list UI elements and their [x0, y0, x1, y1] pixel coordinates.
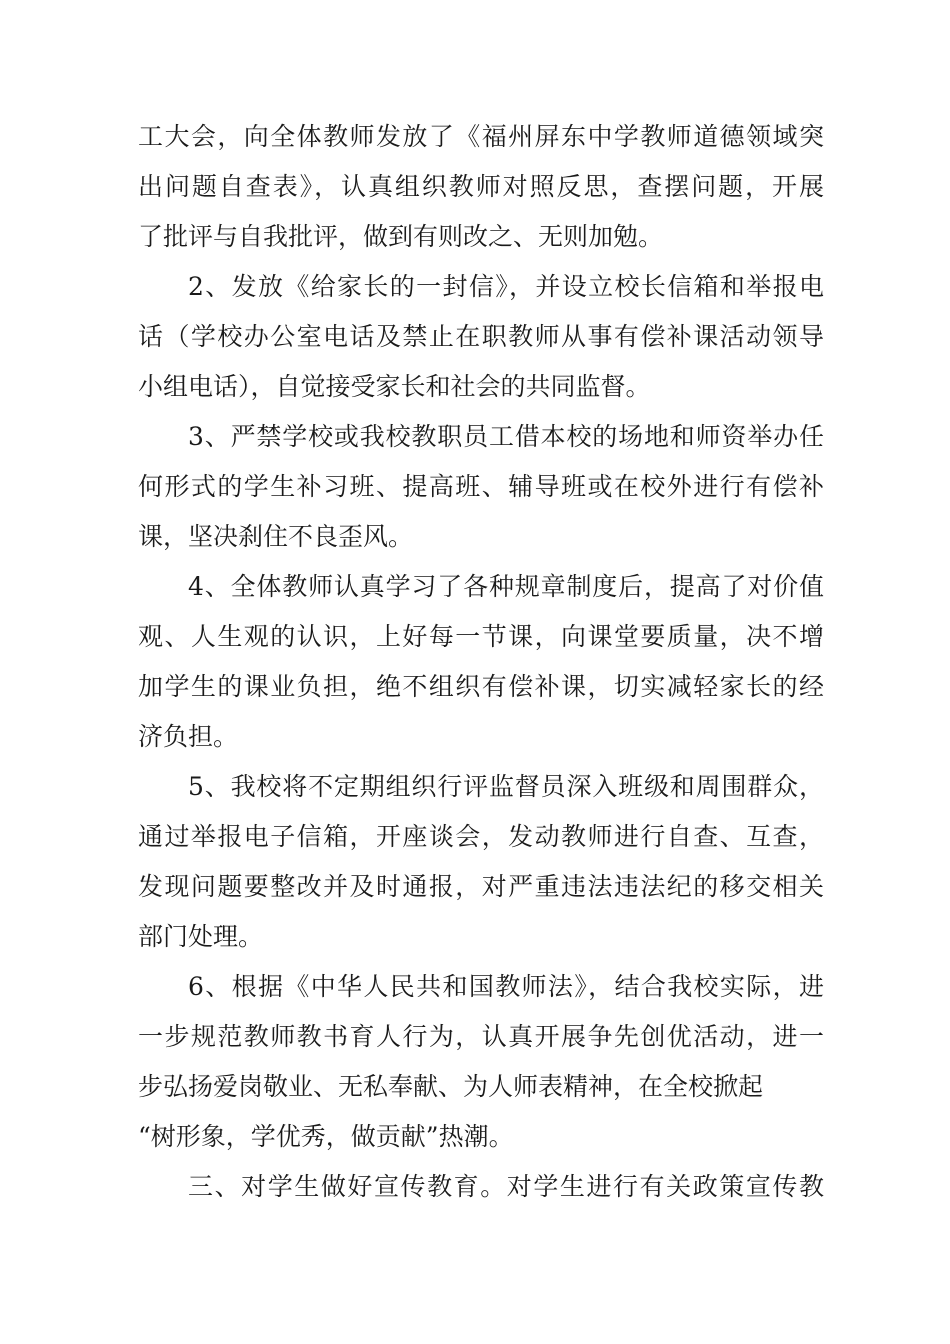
text-line: 小组电话），自觉接受家长和社会的共同监督。 [138, 372, 651, 401]
text-line: 了批评与自我批评，做到有则改之、无则加勉。 [138, 222, 664, 251]
text-line: 济负担。 [138, 722, 239, 751]
text-line: 5、我校将不定期组织行评监督员深入班级和周围群众， [188, 772, 824, 801]
text-line: 话（学校办公室电话及禁止在职教师从事有偿补课活动领导 [138, 322, 824, 351]
section-heading-paragraph [138, 1162, 824, 1212]
text-line: “树形象，学优秀，做贡献”热潮。 [138, 1122, 514, 1151]
text-line: 2、发放《给家长的一封信》，并设立校长信箱和举报电 [188, 272, 824, 301]
text-line: 3、严禁学校或我校教职员工借本校的场地和师资举办任 [188, 422, 824, 451]
paragraph-item-3 [138, 412, 824, 562]
text-line: 课，坚决刹住不良歪风。 [138, 522, 414, 551]
text-line: 何形式的学生补习班、提高班、辅导班或在校外进行有偿补 [138, 472, 824, 501]
document-body [138, 112, 824, 1212]
text-line: 工大会，向全体教师发放了《福州屏东中学教师道德领域突 [138, 122, 824, 151]
text-line: 三、对学生做好宣传教育。对学生进行有关政策宣传教 [188, 1172, 824, 1201]
paragraph-item-5 [138, 762, 824, 962]
text-line: 出问题自查表》，认真组织教师对照反思，查摆问题，开展 [138, 172, 824, 201]
paragraph-item-2 [138, 262, 824, 412]
text-line: 观、人生观的认识，上好每一节课，向课堂要质量，决不增 [138, 622, 824, 651]
text-line: 加学生的课业负担，绝不组织有偿补课，切实减轻家长的经 [138, 672, 824, 701]
text-line: 部门处理。 [138, 922, 264, 951]
paragraph-continuation [138, 112, 824, 262]
text-line: 6、根据《中华人民共和国教师法》，结合我校实际，进 [188, 972, 824, 1001]
text-line: 步弘扬爱岗敬业、无私奉献、为人师表精神，在全校掀起 [138, 1072, 764, 1101]
paragraph-item-6 [138, 962, 824, 1162]
text-line: 通过举报电子信箱，开座谈会，发动教师进行自查、互查， [138, 822, 824, 851]
text-line: 发现问题要整改并及时通报，对严重违法违法纪的移交相关 [138, 872, 824, 901]
text-line: 一步规范教师教书育人行为，认真开展争先创优活动，进一 [138, 1022, 824, 1051]
text-line: 4、全体教师认真学习了各种规章制度后，提高了对价值 [188, 572, 824, 601]
paragraph-item-4 [138, 562, 824, 762]
